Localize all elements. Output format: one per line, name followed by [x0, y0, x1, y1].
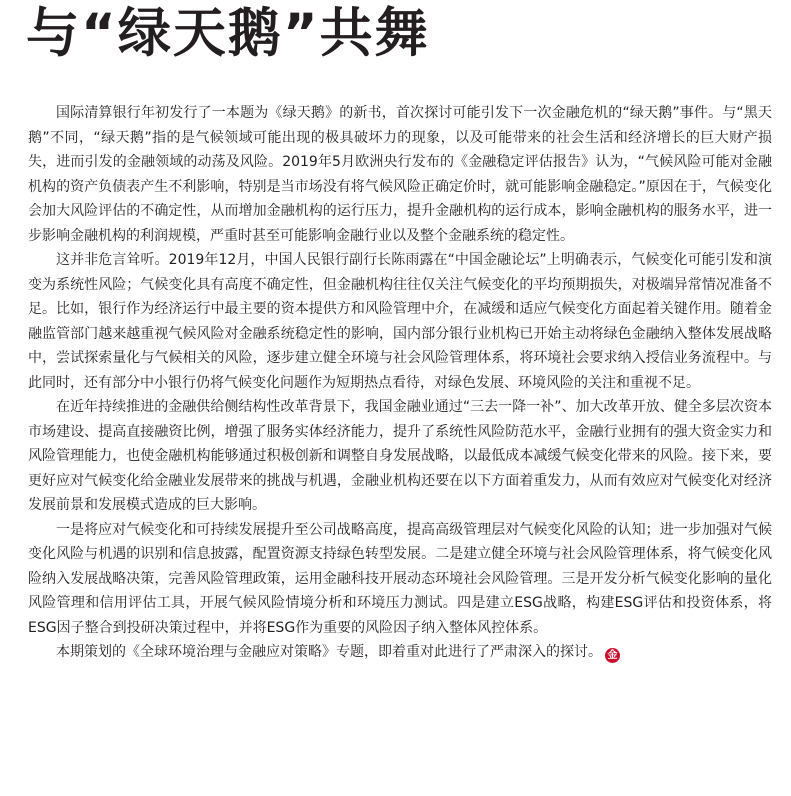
paragraph-1: 国际清算银行年初发行了一本题为《绿天鹅》的新书，首次探讨可能引发下一次金融危机的“绿天鹅”事件。与“黑天鹅”不同，“绿天鹅”指的是气候领域可能出现的极具破坏力的现象，以及可能带来的社会生活和经济增长的巨大财产损失，进而引发的金融领域的动荡及风险。2019年5月欧洲央行发布的《金融稳定评估报告》认为，“气候风险可能对金融机构的资产负债表产生不利影响，特别是当市场没有将气候风险正确定价时，就可能影响金融稳定。”原因在于，气候变化会加大风险评估的不确定性，从而增加金融机构的运行压力，提升金融机构的运行成本，影响金融机构的服务水平，进一步影响金融机构的利润规模，严重时甚至可能影响金融行业以及整个金融系统的稳定性。 [28, 105, 772, 244]
paragraph-5-text: 本期策划的《全球环境治理与金融应对策略》专题，即着重对此进行了严肃深入的探讨。 [56, 644, 602, 660]
paragraph-4: 一是将应对气候变化和可持续发展提升至公司战略高度，提高高级管理层对气候变化风险的认知；进一步加强对气候变化风险与机遇的识别和信息披露，配置资源支持绿色转型发展。二是建立健全环境与社会风险管理体系，将气候变化风险纳入发展战略决策，完善风险管理政策，运用金融科技开展动态环境社会风险管理。三是开发分析气候变化影响的量化风险管理和信用评估工具，开展气候风险情境分析和环境压力测试。四是建立ESG战略，构建ESG评估和投资体系，将ESG因子整合到投研决策过程中，并将ESG作为重要的风险因子纳入整体风控体系。 [28, 521, 772, 636]
article-title: 与“绿天鹅”共舞 [26, 3, 430, 64]
paragraph-5 [28, 640, 772, 665]
end-mark-icon: 金 [605, 648, 620, 663]
paragraph-2: 这并非危言耸听。2019年12月，中国人民银行副行长陈雨露在“中国金融论坛”上明确表示，气候变化可能引发和演变为系统性风险；气候变化具有高度不确定性，但金融机构往往仅关注气候变化的平均预期损失，对极端异常情况准备不足。比如，银行作为经济运行中最主要的资本提供方和风险管理中介，在减缓和适应气候变化方面起着关键作用。随着金融监管部门越来越重视气候风险对金融系统稳定性的影响，国内部分银行业机构已开始主动将绿色金融纳入整体发展战略中，尝试探索量化与气候相关的风险，逐步建立健全环境与社会风险管理体系，将环境社会要求纳入授信业务流程中。与此同时，还有部分中小银行仍将气候变化问题作为短期热点看待，对绿色发展、环境风险的关注和重视不足。 [28, 252, 772, 391]
article-body [28, 101, 772, 665]
paragraph-3: 在近年持续推进的金融供给侧结构性改革背景下，我国金融业通过“三去一降一补”、加大改革开放、健全多层次资本市场建设、提高直接融资比例，增强了服务实体经济能力，提升了系统性风险防范水平，金融行业拥有的强大资金实力和风险管理能力，也使金融机构能够通过积极创新和调整自身发展战略，以最低成本减缓气候变化带来的风险。接下来，要更好应对气候变化给金融业发展带来的挑战与机遇，金融业机构还要在以下方面着重发力，从而有效应对气候变化对经济发展前景和发展模式造成的巨大影响。 [28, 399, 772, 513]
